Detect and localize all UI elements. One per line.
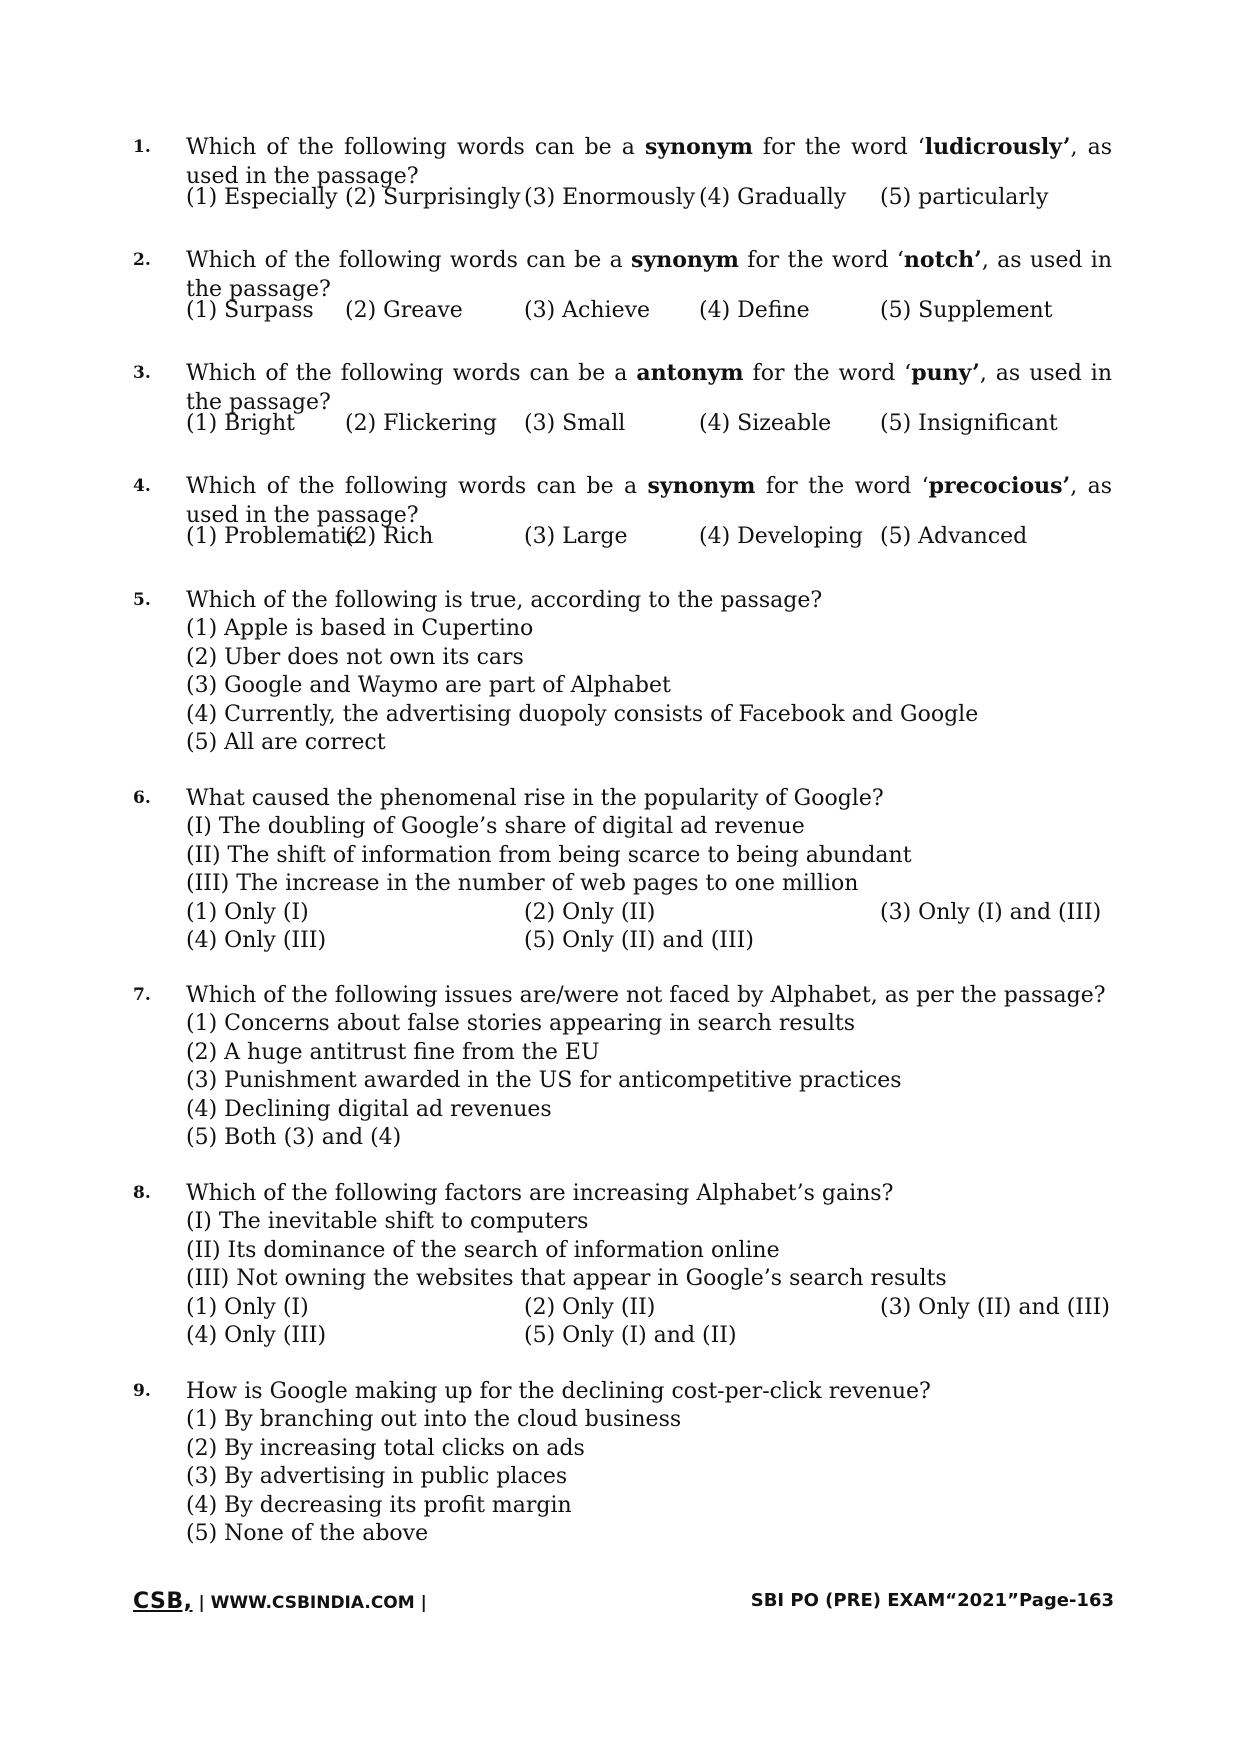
- option: (4) Define: [699, 298, 810, 323]
- option: (4) Gradually: [699, 185, 847, 210]
- option: (3) Only (II) and (III): [880, 1295, 1110, 1320]
- option: (4) Developing: [699, 524, 863, 549]
- option: (1) Surpass: [186, 298, 314, 323]
- question-number: 2.: [133, 250, 151, 270]
- option: (5) Only (I) and (II): [524, 1323, 737, 1348]
- option: (1) Bright: [186, 411, 295, 436]
- statement: (II) Its dominance of the search of information online: [186, 1238, 780, 1263]
- footer-site: | WWW.CSBINDIA.COM |: [192, 1593, 427, 1613]
- question-text: Which of the following is true, according to the passage?: [186, 588, 823, 613]
- option: (2) A huge antitrust fine from the EU: [186, 1040, 600, 1065]
- question-number: 6.: [133, 788, 151, 808]
- option: (4) Only (III): [186, 928, 327, 953]
- statement: (I) The inevitable shift to computers: [186, 1209, 589, 1234]
- option: (3) By advertising in public places: [186, 1464, 568, 1489]
- option: (5) Both (3) and (4): [186, 1125, 402, 1150]
- option: (3) Punishment awarded in the US for anticompetitive practices: [186, 1068, 902, 1093]
- option: (3) Google and Waymo are part of Alphabet: [186, 673, 671, 698]
- option: (4) By decreasing its profit margin: [186, 1493, 572, 1518]
- question-text: Which of the following words can be a synonym for the word ‘precocious’, as used in the passage?: [186, 473, 1112, 528]
- option: (4) Sizeable: [699, 411, 832, 436]
- option: (5) All are correct: [186, 730, 386, 755]
- option: (5) None of the above: [186, 1521, 429, 1546]
- question-text: What caused the phenomenal rise in the popularity of Google?: [186, 786, 884, 811]
- option: (3) Small: [524, 411, 626, 436]
- option: (2) Rich: [345, 524, 434, 549]
- option: (1) Only (I): [186, 1295, 309, 1320]
- option: (1) Apple is based in Cupertino: [186, 616, 534, 641]
- statement: (III) Not owning the websites that appear in Google’s search results: [186, 1266, 947, 1291]
- option: (1) By branching out into the cloud business: [186, 1407, 682, 1432]
- option: (3) Only (I) and (III): [880, 900, 1102, 925]
- option: (1) Problematic: [186, 524, 360, 549]
- option: (5) Supplement: [880, 298, 1053, 323]
- option: (5) Advanced: [880, 524, 1028, 549]
- option: (2) Only (II): [524, 900, 656, 925]
- statement: (I) The doubling of Google’s share of digital ad revenue: [186, 814, 805, 839]
- question-text: Which of the following words can be a synonym for the word ‘notch’, as used in the passage?: [186, 247, 1112, 302]
- option: (2) Greave: [345, 298, 463, 323]
- option: (2) Surprisingly: [345, 185, 521, 210]
- option: (5) Insignificant: [880, 411, 1058, 436]
- question-text: Which of the following factors are increasing Alphabet’s gains?: [186, 1181, 894, 1206]
- option: (3) Large: [524, 524, 628, 549]
- option: (3) Enormously: [524, 185, 696, 210]
- option: (4) Currently, the advertising duopoly consists of Facebook and Google: [186, 702, 979, 727]
- question-number: 1.: [133, 137, 151, 157]
- footer-left: [133, 1589, 427, 1614]
- csb-logo: CSB,: [133, 1589, 193, 1614]
- option: (2) By increasing total clicks on ads: [186, 1436, 585, 1461]
- question-number: 5.: [133, 590, 151, 610]
- question-number: 7.: [133, 985, 151, 1005]
- question-text: Which of the following words can be a synonym for the word ‘ludicrously’, as used in the passage?: [186, 134, 1112, 189]
- option: (3) Achieve: [524, 298, 651, 323]
- statement: (III) The increase in the number of web pages to one million: [186, 871, 859, 896]
- option: (2) Flickering: [345, 411, 497, 436]
- option: (2) Uber does not own its cars: [186, 645, 524, 670]
- question-number: 8.: [133, 1183, 151, 1203]
- option: (1) Concerns about false stories appearing in search results: [186, 1011, 855, 1036]
- option: (1) Only (I): [186, 900, 309, 925]
- statement: (II) The shift of information from being scarce to being abundant: [186, 843, 912, 868]
- question-text: How is Google making up for the declining cost-per-click revenue?: [186, 1379, 931, 1404]
- question-number: 4.: [133, 476, 151, 496]
- option: (5) Only (II) and (III): [524, 928, 754, 953]
- question-text: Which of the following issues are/were not faced by Alphabet, as per the passage?: [186, 983, 1106, 1008]
- option: (2) Only (II): [524, 1295, 656, 1320]
- option: (1) Especially: [186, 185, 338, 210]
- footer-exam-page: SBI PO (PRE) EXAM“2021”Page-163: [750, 1590, 1114, 1611]
- question-text: Which of the following words can be a antonym for the word ‘puny’, as used in the passage?: [186, 360, 1112, 415]
- question-number: 3.: [133, 363, 151, 383]
- option: (5) particularly: [880, 185, 1049, 210]
- option: (4) Declining digital ad revenues: [186, 1097, 552, 1122]
- option: (4) Only (III): [186, 1323, 327, 1348]
- question-number: 9.: [133, 1381, 151, 1401]
